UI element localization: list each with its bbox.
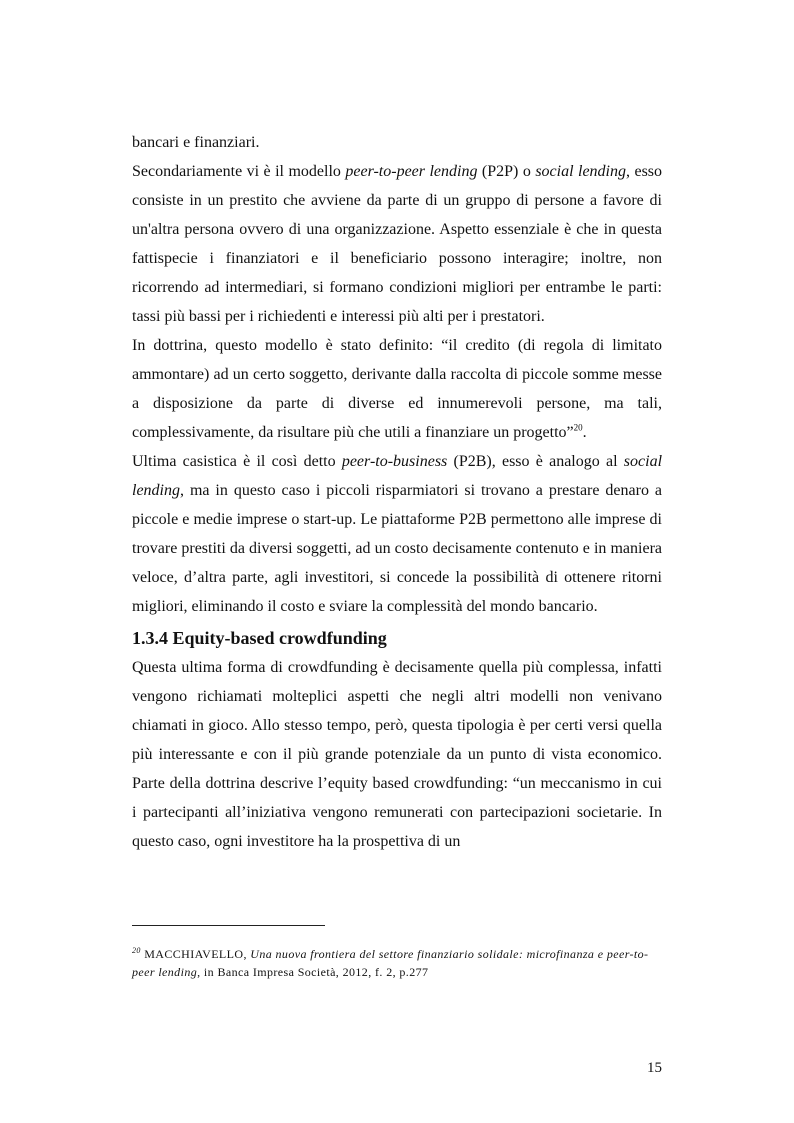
footnote-author: MACCHIAVELLO, bbox=[140, 947, 251, 961]
text-span: In dottrina, questo modello è stato definito: “il credito (di regola di limitato ammontare) ad un certo soggetto, derivante dalla raccolta di piccole somme messe a disposizione da parte di diverse ed innumerevoli persone, ma tali, complessivamente, da risultare più che utili a finanziare un progetto” bbox=[132, 337, 662, 441]
page-number: 15 bbox=[647, 1060, 662, 1076]
footnote bbox=[132, 945, 662, 981]
section-heading: 1.3.4 Equity-based crowdfunding bbox=[132, 628, 387, 648]
footnote-source: , in Banca Impresa Società, 2012, f. 2, p.277 bbox=[197, 965, 429, 979]
italic-term: peer-to-peer lending bbox=[345, 163, 478, 180]
text-span: Secondariamente vi è il modello bbox=[132, 163, 346, 180]
text-span: , ma in questo caso i piccoli risparmiatori si trovano a prestare denaro a piccole e medie imprese o start-up. Le piattaforme P2B permettono alle imprese di trovare prestiti da diversi soggetti, ad un costo decisamente contenuto e in maniera veloce, d’altra parte, agli investitori, si concede la possibilità di ottenere ritorni migliori, eliminando il costo e sviare la complessità del mondo bancario. bbox=[132, 482, 662, 615]
paragraph-5 bbox=[132, 653, 662, 856]
text-span: Ultima casistica è il così detto bbox=[132, 453, 342, 470]
paragraph-2 bbox=[132, 157, 662, 331]
italic-term: social lending bbox=[132, 453, 663, 499]
italic-term: social lending bbox=[535, 163, 626, 180]
page-body bbox=[132, 128, 662, 856]
paragraph-1 bbox=[132, 128, 662, 157]
paragraph-text: bancari e finanziari. bbox=[132, 134, 260, 151]
text-span: (P2B), esso è analogo al bbox=[447, 453, 624, 470]
footnote-number: 20 bbox=[132, 946, 141, 955]
footnote-divider bbox=[132, 925, 325, 926]
footnote-reference[interactable]: 20 bbox=[573, 422, 583, 433]
paragraph-3 bbox=[132, 331, 662, 447]
text-span: (P2P) o bbox=[477, 163, 536, 180]
text-span: . bbox=[582, 424, 587, 441]
paragraph-4 bbox=[132, 447, 662, 621]
italic-term: peer-to-business bbox=[341, 453, 448, 470]
text-span: , esso consiste in un prestito che avviene da parte di un gruppo di persone a favore di un'altra persona ovvero di una organizzazione. Aspetto essenziale è che in questa fattispecie i finanziatori e il beneficiario possono interagire; inoltre, non ricorrendo ad intermediari, si formano condizioni migliori per entrambe le parti: tassi più bassi per i richiedenti e interessi più alti per i prestatori. bbox=[132, 163, 663, 325]
footnote-title: Una nuova frontiera del settore finanziario solidale: microfinanza e peer-to-peer lending bbox=[132, 947, 649, 979]
paragraph-text: Questa ultima forma di crowdfunding è decisamente quella più complessa, infatti vengono richiamati molteplici aspetti che negli altri modelli non venivano chiamati in gioco. Allo stesso tempo, però, questa tipologia è per certi versi quella più interessante e con il più grande potenziale da un punto di vista economico. Parte della dottrina descrive l’equity based crowdfunding: “un meccanismo in cui i partecipanti all’iniziativa vengono remunerati con partecipazioni societarie. In questo caso, ogni investitore ha la prospettiva di un bbox=[132, 659, 662, 850]
